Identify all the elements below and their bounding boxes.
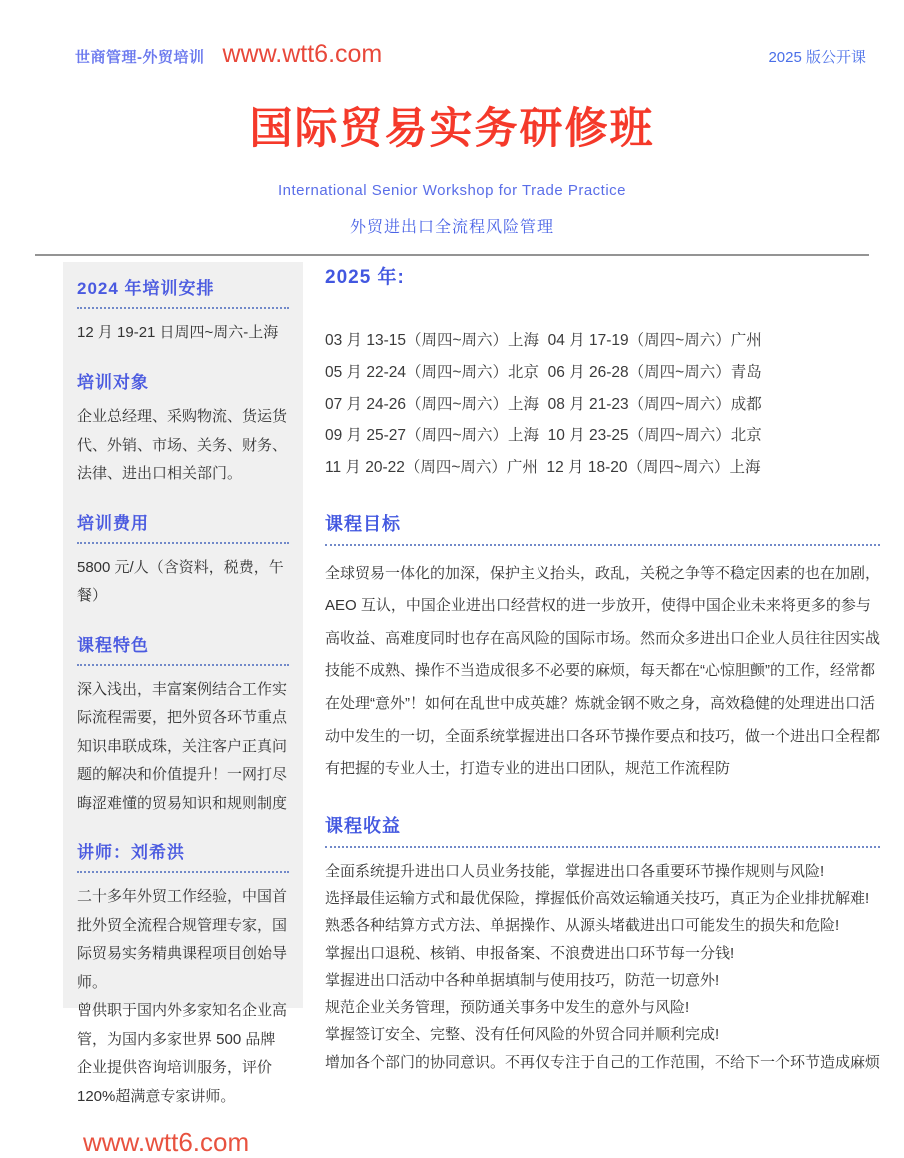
- main-column: [325, 262, 881, 1071]
- content-columns: [63, 262, 881, 1157]
- benefit-item: 全面系统提升进出口人员业务技能，掌握进出口各重要环节操作规则与风险!: [325, 862, 825, 880]
- dotted-divider: [77, 664, 289, 666]
- benefit-item: 熟悉各种结算方式方法、单据操作、从源头堵截进出口可能发生的损失和危险!: [325, 917, 840, 935]
- sidebar-section-audience: [77, 368, 289, 489]
- header-divider: [35, 254, 869, 256]
- sidebar-section-fee: [77, 509, 289, 611]
- brand-label: 世商管理-外贸培训: [75, 49, 205, 66]
- audience-body: 企业总经理、采购物流、货运货代、外销、市场、关务、财务、法律、进出口相关部门。: [77, 408, 288, 482]
- page-title: 国际贸易实务研修班: [249, 105, 655, 153]
- fee-heading: 培训费用: [77, 513, 149, 533]
- schedule-2025-heading: 2025 年:: [325, 267, 405, 288]
- title-block: [0, 95, 904, 256]
- lecturer-bio-paragraph: 二十多年外贸工作经验，中国首批外贸全流程合规管理专家，国际贸易实务精典课程项目创始导师。: [77, 888, 288, 991]
- section-course-goals: [325, 510, 880, 786]
- dotted-divider: [77, 542, 289, 544]
- goals-heading: 课程目标: [325, 510, 880, 546]
- schedule-2024-heading: 2024 年培训安排: [77, 279, 215, 298]
- section-course-benefits: [325, 812, 880, 1076]
- sidebar-section-lecturer: [77, 838, 289, 1111]
- audience-heading: 培训对象: [77, 373, 149, 392]
- benefit-item: 掌握出口退税、核销、申报备案、不浪费进出口环节每一分钱!: [325, 944, 735, 962]
- benefit-item: 选择最佳运输方式和最优保险，撑握低价高效运输通关技巧，真正为企业排扰解难!: [325, 889, 870, 907]
- sidebar-section-features: [77, 631, 289, 819]
- features-body: 深入浅出，丰富案例结合工作实际流程需要，把外贸各环节重点知识串联成珠，关注客户正真问题的解决和价值提升！一网打尽晦涩难懂的贸易知识和规则制度: [77, 680, 288, 812]
- sidebar-section-2024-schedule: [77, 274, 289, 342]
- lecturer-bio-paragraph: 曾供职于国内外多家知名企业高管，为国内多家世界 500 品牌企业提供咨询培训服务，评价 120%超满意专家讲师。: [77, 1002, 288, 1105]
- subtitle-chinese: 外贸进出口全流程风险管理: [349, 219, 554, 236]
- benefit-item: 掌握进出口活动中各种单据填制与使用技巧，防范一切意外!: [325, 971, 720, 989]
- schedule-row: 11 月 20-22（周四~周六）广州 12 月 18-20（周四~周六）上海: [325, 459, 761, 477]
- benefit-item: 规范企业关务管理，预防通关事务中发生的意外与风险!: [325, 999, 690, 1017]
- dotted-divider: [77, 871, 289, 873]
- schedule-row: 09 月 25-27（周四~周六）上海 10 月 23-25（周四~周六）北京: [325, 427, 762, 445]
- schedule-row: 03 月 13-15（周四~周六）上海 04 月 17-19（周四~周六）广州: [325, 332, 762, 349]
- subtitle-english: International Senior Workshop for Trade Practice: [277, 182, 627, 199]
- benefit-item: 增加各个部门的协同意识。不再仅专注于自己的工作范围，不给下一个环节造成麻烦: [325, 1053, 881, 1071]
- site-url-link[interactable]: www.wtt6.com: [222, 40, 383, 68]
- features-heading: 课程特色: [77, 635, 149, 655]
- top-bar: [0, 0, 904, 69]
- benefits-list: [325, 858, 880, 1076]
- schedule-row: 07 月 24-26（周四~周六）上海 08 月 21-23（周四~周六）成都: [325, 395, 762, 413]
- schedule-2025-list: [325, 325, 880, 484]
- lecturer-heading: 讲师：刘希洪: [77, 843, 185, 862]
- goals-body: 全球贸易一体化的加深，保护主义抬头，政乱，关税之争等不稳定因素的也在加剧，AEO 互认，中国企业进出口经营权的进一步放开，使得中国企业未来将更多的参与高收益、高难度同时也存在高风险的国际市场。然而众多进出口企业人员往往因实战技能不成熟、操作不当造成很多不必要的麻烦，每天都在“心惊胆颤”的工作，经常都在处理“意外”！如何在乱世中成英雄？炼就金钢不败之身，高效稳健的处理进出口活动中发生的一切，全面系统掌握进出口各环节操作要点和技巧，做一个进出口全程都有把握的专业人士，打造专业的进出口团队，规范工作流程防: [325, 564, 881, 778]
- sidebar: [63, 262, 303, 1157]
- fee-body: 5800 元/人（含资料，税费，午餐）: [77, 558, 284, 604]
- schedule-row: 05 月 22-24（周四~周六）北京 06 月 26-28（周四~周六）青岛: [325, 363, 762, 381]
- benefit-item: 掌握签订安全、完整、没有任何风险的外贸合同并顺利完成!: [325, 1026, 720, 1044]
- benefits-heading: 课程收益: [325, 812, 880, 848]
- schedule-2024-item: 12 月 19-21 日周四~周六-上海: [77, 324, 279, 341]
- sidebar-url-link[interactable]: www.wtt6.com: [83, 1127, 250, 1157]
- edition-label: 2025 版公开课: [768, 49, 866, 66]
- dotted-divider: [77, 307, 289, 309]
